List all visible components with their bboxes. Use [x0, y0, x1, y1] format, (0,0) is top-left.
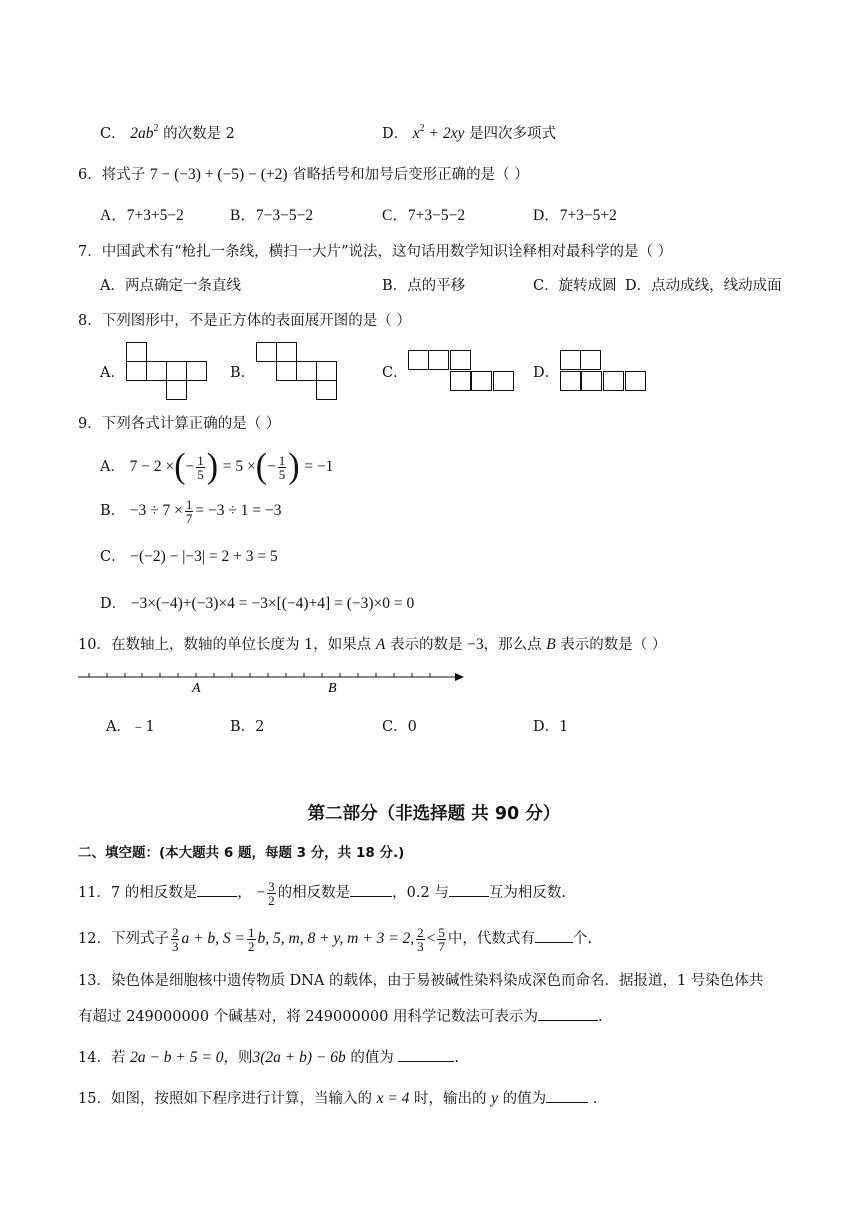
q6-option-b: B．7−3−5−2: [230, 207, 314, 224]
q13-line2: 有超过 249000000 个碱基对，将 249000000 用科学记数法可表示为 .: [78, 1005, 603, 1028]
fraction: $\frac{2}{3}$: [171, 924, 179, 954]
answer-blank[interactable]: [535, 927, 573, 943]
q8-label-c: C．: [382, 365, 408, 381]
part2-title: 第二部分（非选择题 共 90 分）: [307, 804, 561, 824]
q10-option-c: C．0: [382, 719, 417, 735]
q7-option-c: C．旋转成圆: [533, 278, 617, 294]
answer-blank[interactable]: [449, 881, 489, 897]
axis-label-a: A: [192, 681, 201, 696]
q5-option-c: C． $2ab^2$ 的次数是 2: [100, 123, 235, 142]
q6-stem: 6．将式子 7 − (−3) + (−5) − (+2) 省略括号和加号后变形正确的是（ ）: [78, 166, 529, 183]
q10-option-b: B．2: [230, 719, 265, 735]
q14: 14．若 2a − b + 5 = 0，则3(2a + b) − 6b 的值为 .: [78, 1046, 459, 1069]
q10-option-a: A．﹣1: [106, 719, 155, 735]
q6-option-c: C．7+3−5−2: [382, 207, 466, 224]
q8-stem: 8．下列图形中，不是正方体的表面展开图的是（ ）: [78, 313, 411, 329]
q9-option-b: B． −3 ÷ 7 × $\frac{1}{7}$ = −3 ÷ 1 = −3: [100, 496, 282, 526]
q9-option-a: A． 7 − 2 ×(− $\frac{1}{5}$ ) = 5 ×(− $\frac{1}{5}$ ) = −1: [100, 447, 334, 486]
q8-label-a: A．: [100, 365, 125, 381]
fraction: $\frac{3}{2}$: [268, 878, 275, 908]
q10-stem: 10．在数轴上，数轴的单位长度为 1，如果点 A 表示的数是 −3，那么点 B 表示的数是（ ）: [78, 636, 667, 653]
q12: 12．下列式子 $\frac{2}{3}$ a + b, S = $\frac{1}{2}$ b, 5, m, 8 + y, m + 3 = 2, $\frac{2}{3}$ < $\frac{5}{7}$ 中，代数式有 个.: [78, 924, 593, 954]
q9-stem: 9．下列各式计算正确的是（ ）: [78, 416, 281, 432]
q8-label-d: D．: [533, 365, 560, 381]
q7-option-a: A．两点确定一条直线: [100, 278, 241, 294]
number-line: [76, 668, 471, 698]
answer-blank[interactable]: [398, 1046, 454, 1062]
axis-label-b: B: [328, 681, 337, 696]
q7-stem: 7．中国武术有“枪扎一条线，横扫一大片”说法，这句话用数学知识诠释相对最科学的是（ ）: [78, 244, 673, 260]
answer-blank[interactable]: [538, 1005, 598, 1021]
q10-option-d: D．1: [533, 719, 569, 735]
q11: 11．7 的相反数是 ， − $\frac{3}{2}$ 的相反数是 ，0.2 与 互为相反数.: [78, 878, 566, 908]
fraction: $\frac{2}{3}$: [417, 924, 424, 954]
q5-option-d: D． $x^2 + 2xy$ 是四次多项式: [382, 123, 556, 142]
q6-option-a: A．7+3+5−2: [100, 207, 184, 224]
answer-blank[interactable]: [546, 1087, 588, 1103]
fraction: $\frac{1}{7}$: [185, 496, 193, 526]
q7-option-b: B．点的平移: [382, 278, 466, 294]
q6-option-d: D．7+3−5+2: [533, 207, 617, 224]
fraction: $\frac{1}{5}$: [278, 452, 286, 482]
q13-line1: 13．染色体是细胞核中遗传物质 DNA 的载体，由于易被碱性染料染成深色而命名．据报道，1 号染色体共: [78, 973, 764, 989]
q9-option-c: C． −(−2) − |−3| = 2 + 3 = 5: [100, 548, 278, 565]
fraction: $\frac{1}{5}$: [197, 452, 204, 482]
q15: 15．如图，按照如下程序进行计算，当输入的 x = 4 时，输出的 y 的值为 .: [78, 1087, 597, 1110]
answer-blank[interactable]: [197, 881, 237, 897]
answer-blank[interactable]: [350, 881, 392, 897]
q8-label-b: B．: [230, 365, 256, 381]
section2-heading: 二、填空题：(本大题共 6 题，每题 3 分，共 18 分.): [78, 845, 405, 861]
q7-option-d: D．点动成线，线动成面: [625, 278, 782, 294]
q9-option-d: D． −3×(−4)+(−3)×4 = −3×[(−4)+4] = (−3)×0 = 0: [100, 595, 415, 612]
fraction: $\frac{5}{7}$: [438, 924, 445, 954]
fraction: $\frac{1}{2}$: [248, 924, 255, 954]
